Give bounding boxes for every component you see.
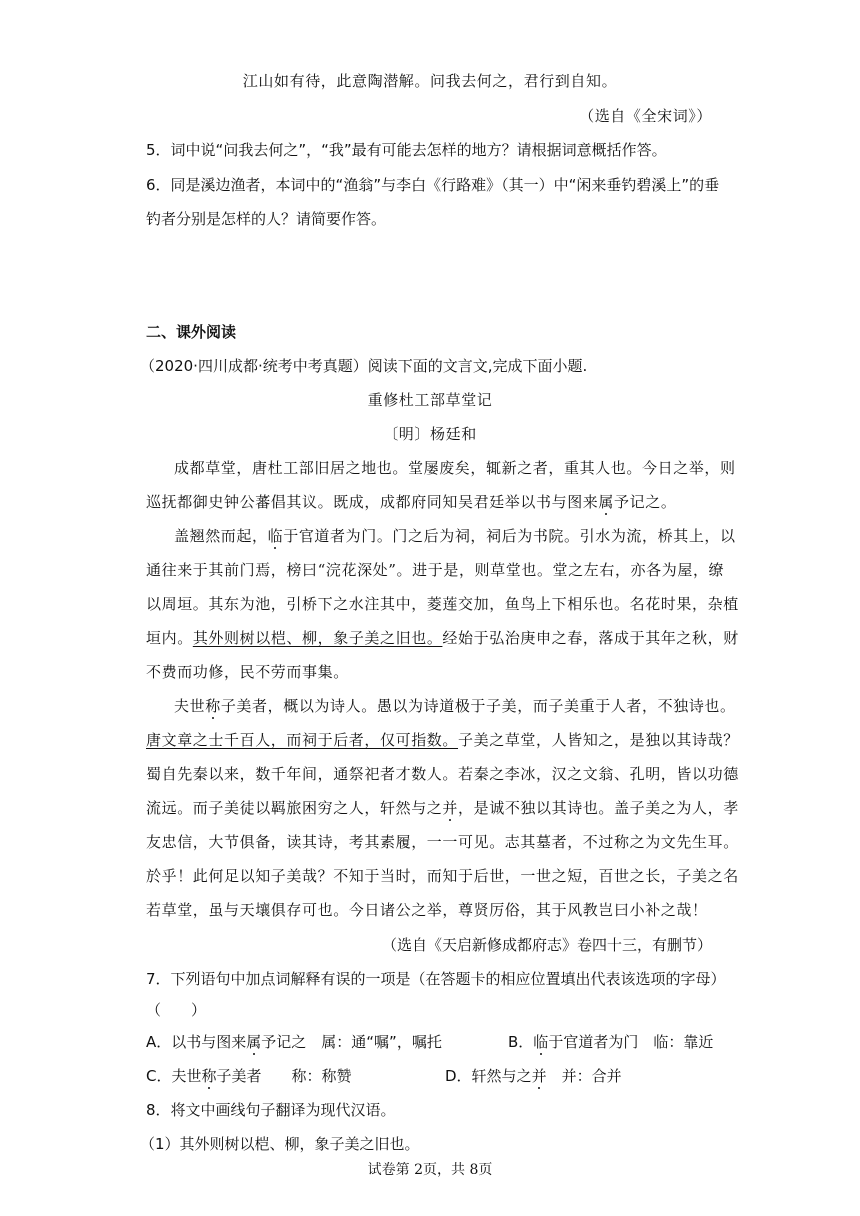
section-intro: （2020·四川成都·统考中考真题）阅读下面的文言文,完成下面小题.	[140, 357, 588, 375]
dotted-word: 属	[246, 1033, 262, 1051]
passage-p3-line-7: 若草堂，虽与天壤俱存可也。今日诸公之举，尊贤厉俗，其于风教岂曰小补之哉！	[146, 901, 708, 919]
passage-p3-line-2	[146, 730, 739, 750]
question-7-option-a	[146, 1032, 442, 1052]
passage-p2-line-4	[146, 628, 739, 648]
section-heading: 二、课外阅读	[146, 323, 237, 341]
text-span: C．夫世	[146, 1067, 202, 1085]
dotted-word: 并	[442, 799, 459, 817]
dotted-word: 并	[531, 1067, 547, 1085]
passage-p1-line-2	[146, 492, 676, 512]
dotted-word: 临	[533, 1033, 549, 1051]
text-span: B．	[508, 1033, 534, 1051]
text-span: 予记之。	[614, 493, 677, 511]
text-span: ，是诚不独以其诗也。盖子美之为人，孝	[458, 799, 739, 817]
text-span: 盖翘然而起，	[174, 527, 268, 545]
poem-source: （选自《全宋词》）	[579, 107, 712, 125]
passage-p3-line-4	[146, 798, 739, 818]
text-span: 于官道者为门。门之后为祠，祠后为书院。引水为流，桥其上，以	[283, 527, 736, 545]
text-span: 流远。而子美徒以羁旅困穷之人，轩然与之	[146, 799, 443, 817]
passage-author: 〔明〕杨廷和	[383, 425, 477, 443]
question-7-option-b	[508, 1032, 713, 1052]
dotted-word: 称	[205, 697, 221, 715]
dotted-word: 称	[201, 1067, 217, 1085]
underlined-sentence: 其外则树以桤、柳，象子美之旧也。	[192, 629, 443, 647]
question-8-sub-1: （1）其外则树以桤、柳，象子美之旧也。	[140, 1135, 420, 1153]
text-span: 经始于弘治庚申之春，落成于其年之秋，财	[442, 629, 739, 647]
page-footer: 试卷第 2页，共 8页	[367, 1162, 493, 1178]
dotted-word: 属	[598, 493, 615, 511]
text-span: 子美者，概以为诗人。愚以为诗道极于子美，而子美重于人者，不独诗也。	[220, 697, 736, 715]
text-span: 夫世	[174, 697, 206, 715]
text-span: 子美之草堂，人皆知之，是独以其诗哉？	[458, 731, 739, 749]
question-7-blank: （ ）	[146, 1001, 207, 1019]
question-6-line-1: 6．同是溪边渔者，本词中的“渔翁”与李白《行路难》（其一）中“闲来垂钓碧溪上”的垂	[146, 176, 720, 194]
dotted-word: 临	[267, 527, 284, 545]
passage-p3-line-1	[174, 696, 736, 716]
question-5: 5．词中说“问我去何之”，“我”最有可能去怎样的地方？请根据词意概括作答。	[146, 141, 667, 159]
passage-p3-line-3: 蜀自先秦以来，数千年间，通祭祀者才数人。若秦之李冰，汉之文翁、孔明，皆以功德	[146, 765, 739, 783]
text-span: 子美者 称：称赞	[216, 1067, 352, 1085]
question-6-line-2: 钓者分别是怎样的人？请简要作答。	[146, 210, 387, 228]
passage-p3-line-6: 於乎！此何足以知子美哉？不知于当时，而知于后世，一世之短，百世之长，子美之名	[146, 867, 739, 885]
passage-title: 重修杜工部草堂记	[367, 391, 493, 409]
passage-p2-line-3: 以周垣。其东为池，引桥下之水注其中，菱莲交加，鱼鸟上下相乐也。名花时果，杂植	[146, 595, 739, 613]
text-span: 并：合并	[546, 1067, 622, 1085]
question-7-option-c	[146, 1066, 352, 1086]
question-7-stem: 7．下列语句中加点词解释有误的一项是（在答题卡的相应位置填出代表该选项的字母）	[146, 970, 726, 988]
underlined-sentence: 唐文章之士千百人，而祠于后者，仅可指数。	[146, 731, 459, 749]
passage-p2-line-5: 不费而功修，民不劳而事集。	[146, 663, 349, 681]
passage-p3-line-5: 友忠信，大节俱备，读其诗，考其素履，一一可见。志其墓者，不过称之为文先生耳。	[146, 833, 739, 851]
passage-p2-line-1	[174, 526, 736, 546]
text-span: 巡抚都御史钟公蕃倡其议。既成，成都府同知吴君廷举以书与图来	[146, 493, 599, 511]
question-7-option-d	[445, 1066, 622, 1086]
text-span: D．轩然与之	[445, 1067, 532, 1085]
text-span: 垣内。	[146, 629, 193, 647]
text-span: 予记之 属：通“嘱”，嘱托	[261, 1033, 442, 1051]
text-span: A．以书与图来	[146, 1033, 247, 1051]
poem-last-line: 江山如有待，此意陶潜解。问我去何之，君行到自知。	[242, 72, 618, 90]
question-8-stem: 8．将文中画线句子翻译为现代汉语。	[146, 1101, 396, 1119]
passage-p1-line-1: 成都草堂，唐杜工部旧居之地也。堂屡废矣，辄新之者，重其人也。今日之举，则	[174, 459, 736, 477]
text-span: 于官道者为门 临：靠近	[548, 1033, 714, 1051]
passage-source: （选自《天启新修成都府志》卷四十三，有删节）	[381, 936, 712, 954]
passage-p2-line-2: 通往来于其前门焉，榜曰“浣花深处”。进于是，则草堂也。堂之左右，亦各为屋，缭	[146, 561, 725, 579]
